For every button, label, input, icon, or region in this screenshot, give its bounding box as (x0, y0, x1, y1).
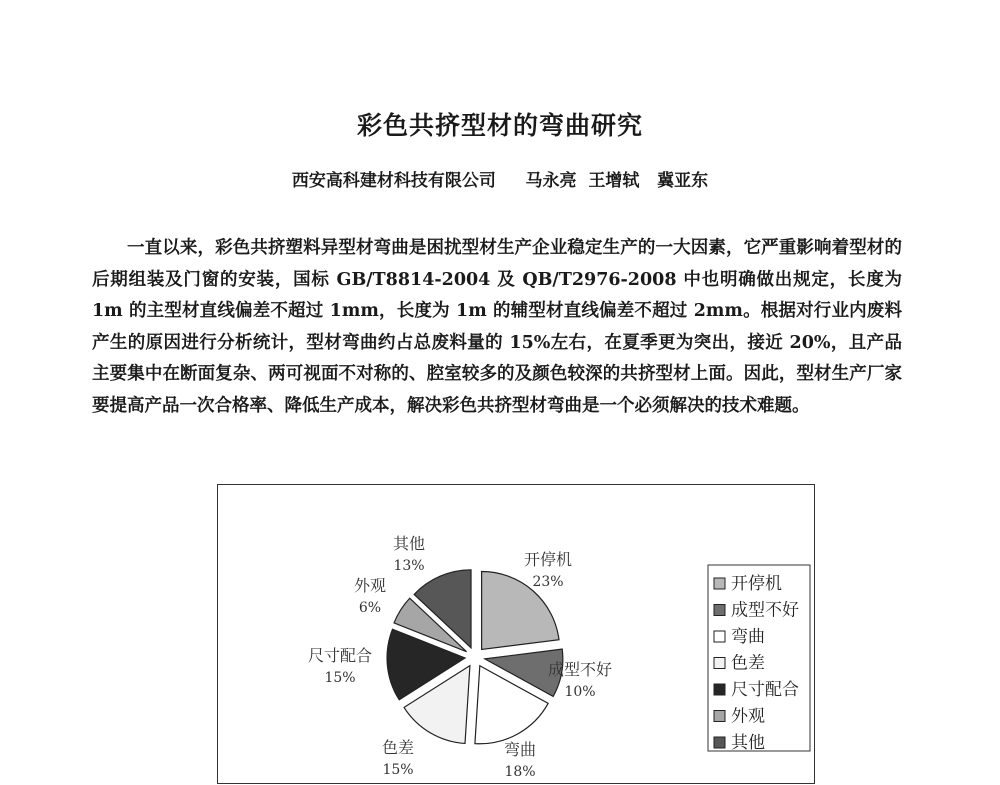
legend-label-3: 色差 (731, 653, 765, 674)
legend-label-0: 开停机 (731, 574, 782, 594)
legend-swatch-3 (714, 658, 725, 669)
slice-label-6: 其他 (392, 534, 426, 553)
slice-label-3: 色差 (381, 738, 415, 757)
legend-swatch-6 (714, 737, 725, 748)
legend-swatch-4 (714, 684, 725, 695)
pie-chart-figure (217, 484, 815, 784)
pie-chart (218, 485, 816, 785)
legend-label-4: 尺寸配合 (731, 680, 799, 700)
slice-value-5: 6% (358, 600, 382, 616)
slice-value-1: 10% (564, 684, 596, 700)
slice-value-6: 13% (393, 558, 425, 574)
legend-label-6: 其他 (731, 733, 765, 753)
legend-swatch-0 (714, 578, 725, 589)
slice-label-1: 成型不好 (547, 660, 613, 679)
authors: 马永亮 王增轼 (525, 171, 640, 191)
author-third: 冀亚东 (657, 171, 709, 191)
slice-label-5: 外观 (353, 576, 387, 595)
slice-label-2: 弯曲 (503, 740, 537, 759)
slice-value-3: 15% (382, 762, 414, 778)
paper-title: 彩色共挤型材的弯曲研究 (356, 111, 643, 140)
slice-value-4: 15% (324, 670, 356, 686)
legend-label-1: 成型不好 (731, 600, 799, 621)
legend-swatch-2 (714, 631, 725, 642)
legend-label-2: 弯曲 (731, 627, 765, 647)
slice-value-2: 18% (504, 764, 536, 780)
body-paragraph: 一直以来，彩色共挤塑料异型材弯曲是困扰型材生产企业稳定生产的一大因素，它严重影响着型材的后期组装及门窗的安装，国标 GB/T8814-2004 及 QB/T2976-2008 中也明确做出规定，长度为 1m 的主型材直线偏差不超过 1mm，长度为 1m 的辅型材直线偏差不超过 2mm。根据对行业内废料产生的原因进行分析统计，型材弯曲约占总废料量的 15%左右，在夏季更为突出，接近 20%，且产品主要集中在断面复杂、两可视面不对称的、腔室较多的及颜色较深的共挤型材上面。因此，型材生产厂家要提高产品一次合格率、降低生产成本，解决彩色共挤型材弯曲是一个必须解决的技术难题。 (92, 238, 902, 416)
affiliation: 西安高科建材科技有限公司 (291, 171, 496, 191)
slice-value-0: 23% (532, 574, 564, 590)
legend-label-5: 外观 (731, 706, 765, 727)
legend-swatch-1 (714, 605, 725, 616)
slice-label-4: 尺寸配合 (307, 646, 373, 665)
slice-label-0: 开停机 (523, 550, 573, 569)
byline (0, 166, 1000, 191)
legend-swatch-5 (714, 711, 725, 722)
